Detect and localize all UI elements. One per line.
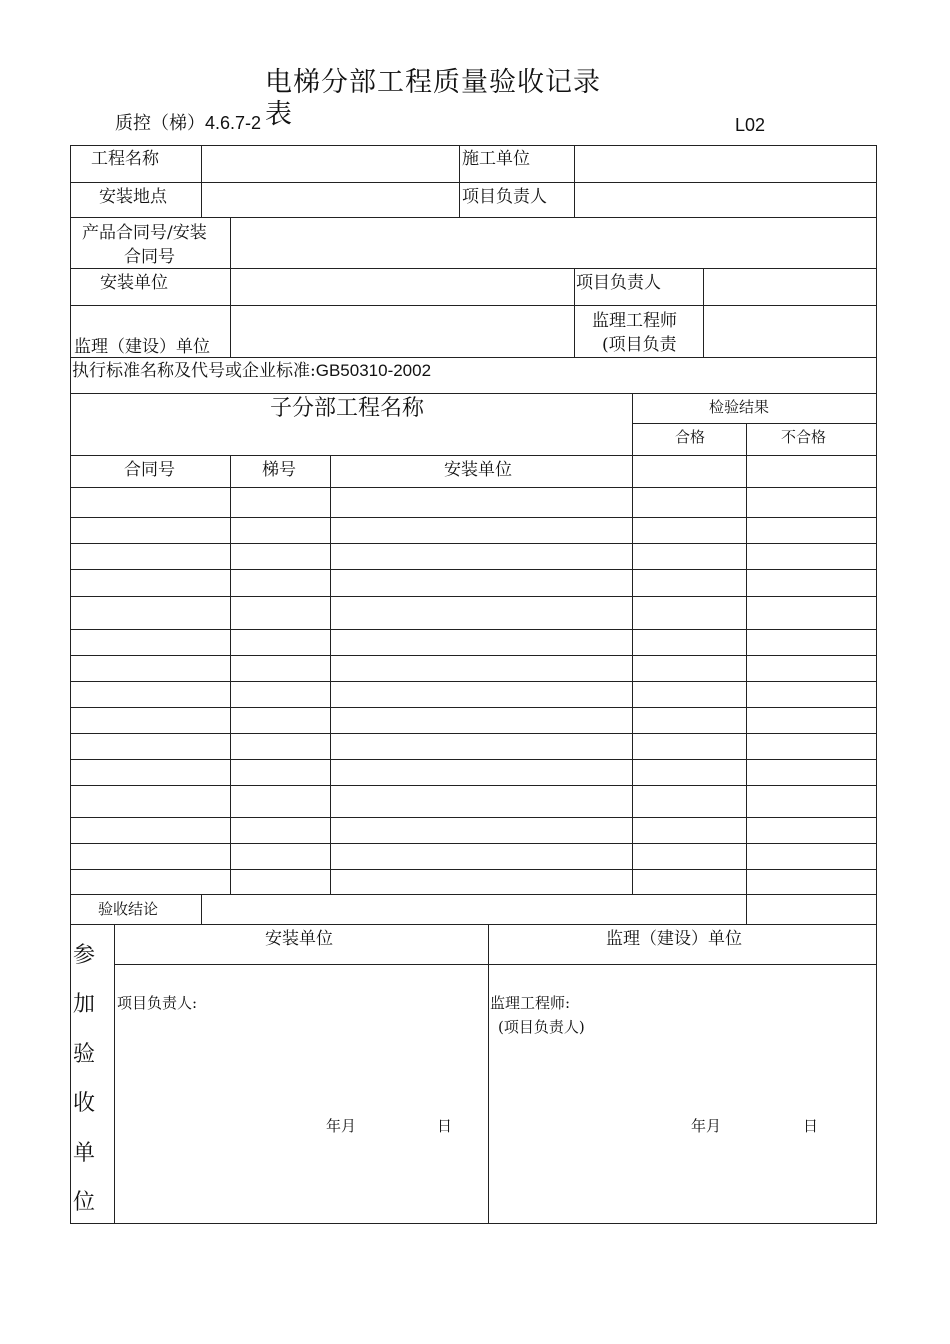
inspection-result-header: 检验结果 <box>709 398 770 416</box>
table-border-top <box>70 145 876 146</box>
table-row-line <box>70 681 876 682</box>
qualified-header: 合格 <box>675 428 706 446</box>
participants-side-char: 参 <box>73 943 96 968</box>
form-number: L02 <box>735 115 766 135</box>
table-row-line <box>70 629 876 630</box>
standard-code: GB50310-2002 <box>315 361 432 380</box>
install-unit-column-header: 安装单位 <box>444 460 512 480</box>
table-row-line <box>70 733 876 734</box>
supervision-date-year-month: 年月 <box>691 1117 722 1135</box>
divider <box>114 964 876 965</box>
document-title-continued: 表 <box>265 99 292 130</box>
divider <box>70 217 876 218</box>
standard-line <box>72 359 431 383</box>
table-border-right <box>876 145 877 1224</box>
supervising-engineer-label-line2: (项目负责 <box>602 335 677 355</box>
participants-side-char: 加 <box>73 992 96 1017</box>
project-name-label: 工程名称 <box>91 149 159 169</box>
document-title: 电梯分部工程质量验收记录 <box>265 67 601 98</box>
form-code-number: 4.6.7-2 <box>205 113 262 133</box>
install-date-day: 日 <box>437 1117 453 1135</box>
supervision-unit-label: 监理（建设）单位 <box>74 337 210 357</box>
divider <box>70 924 876 925</box>
divider <box>574 145 575 217</box>
divider <box>114 924 115 1223</box>
participants-side-char: 单 <box>73 1141 96 1166</box>
divider <box>70 455 876 456</box>
participants-side-char: 位 <box>73 1190 96 1215</box>
elevator-column-header: 梯号 <box>262 460 296 480</box>
table-row-line <box>70 843 876 844</box>
participants-side-char: 收 <box>73 1091 96 1116</box>
table-row-line <box>70 517 876 518</box>
participant-supervision-header: 监理（建设）单位 <box>606 929 742 949</box>
participants-side-char: 验 <box>73 1042 96 1067</box>
table-row-line <box>70 596 876 597</box>
divider <box>632 393 633 894</box>
divider <box>70 268 876 269</box>
install-date-year-month: 年月 <box>326 1117 357 1135</box>
contract-column-header: 合同号 <box>124 460 175 480</box>
table-row-line <box>70 817 876 818</box>
supervision-signer-label-line2: (项目负责人) <box>498 1018 585 1036</box>
table-row-line <box>70 569 876 570</box>
supervision-signer-label: 监理工程师: <box>490 994 571 1012</box>
divider <box>230 217 231 357</box>
contract-no-label: 产品合同号/安装 <box>82 223 207 243</box>
divider <box>70 393 876 394</box>
table-row-line <box>70 655 876 656</box>
divider <box>488 924 489 1223</box>
participant-install-unit-header: 安装单位 <box>265 929 333 949</box>
table-row-line <box>70 759 876 760</box>
divider <box>703 268 704 357</box>
table-row-line <box>70 785 876 786</box>
sub-project-name-header: 子分部工程名称 <box>270 396 425 421</box>
divider <box>632 423 876 424</box>
contract-no-label-line2: 合同号 <box>124 247 175 267</box>
conclusion-label: 验收结论 <box>98 900 159 918</box>
form-code <box>115 112 261 135</box>
form-code-prefix: 质控（梯） <box>115 113 205 134</box>
table-border-left <box>70 145 71 1224</box>
unqualified-header: 不合格 <box>781 428 827 446</box>
table-border-bottom <box>70 1223 877 1224</box>
table-row-line <box>70 894 876 895</box>
divider <box>230 455 231 894</box>
divider <box>201 145 202 217</box>
table-row-line <box>70 543 876 544</box>
table-row-line <box>70 869 876 870</box>
divider <box>459 145 460 217</box>
install-signer-label: 项目负责人: <box>117 994 198 1012</box>
supervising-engineer-label: 监理工程师 <box>592 311 677 331</box>
divider <box>330 455 331 894</box>
supervision-date-day: 日 <box>803 1117 819 1135</box>
divider <box>70 305 876 306</box>
table-row-line <box>70 707 876 708</box>
install-location-label: 安装地点 <box>99 187 167 207</box>
project-leader-label-2: 项目负责人 <box>576 273 661 293</box>
divider <box>574 268 575 357</box>
project-leader-label: 项目负责人 <box>462 187 547 207</box>
install-unit-label: 安装单位 <box>100 273 168 293</box>
divider <box>746 423 747 924</box>
divider <box>70 182 876 183</box>
divider <box>70 487 876 488</box>
construction-unit-label: 施工单位 <box>462 149 530 169</box>
standard-label: 执行标准名称及代号或企业标准: <box>72 361 316 381</box>
divider <box>201 894 202 924</box>
